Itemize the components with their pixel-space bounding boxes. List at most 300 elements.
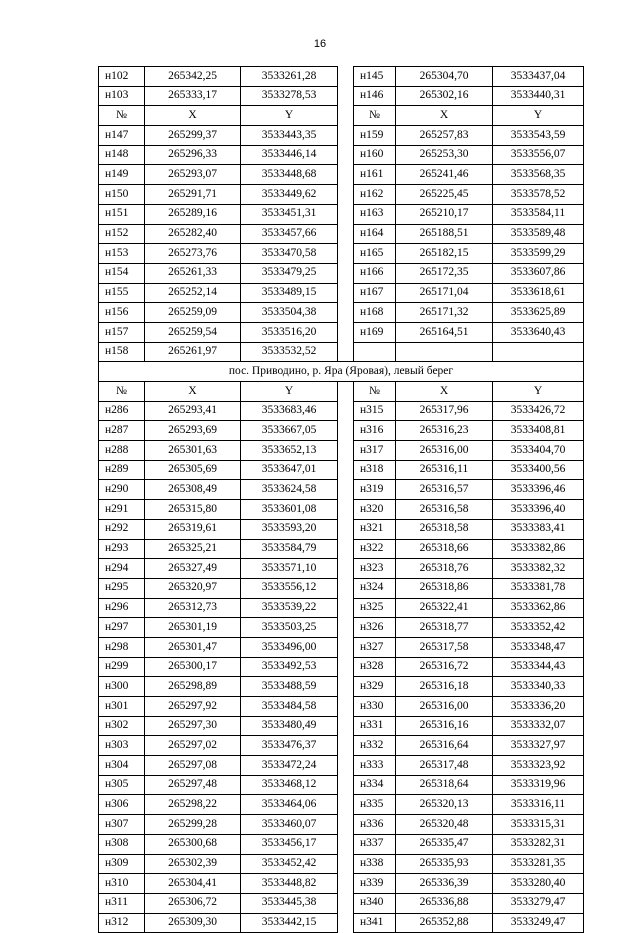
y-coordinate-cell: 3533348,47	[493, 637, 584, 657]
point-id-cell: н291	[99, 500, 145, 520]
y-coordinate-cell: 3533667,05	[241, 421, 338, 441]
y-coordinate-cell: 3533492,53	[241, 657, 338, 677]
column-gap	[338, 441, 354, 461]
table-row	[99, 539, 584, 559]
x-coordinate-cell: 265257,83	[396, 126, 493, 146]
point-id-cell: н336	[354, 815, 396, 835]
point-id-cell: н328	[354, 657, 396, 677]
x-coordinate-cell: 265319,61	[145, 519, 241, 539]
point-id-cell: н307	[99, 815, 145, 835]
y-coordinate-cell: 3533460,07	[241, 815, 338, 835]
column-header-y: Y	[493, 106, 584, 126]
point-id-cell: н103	[99, 86, 145, 106]
column-header-x: X	[396, 106, 493, 126]
point-id-cell: н150	[99, 185, 145, 205]
column-header-y: Y	[241, 382, 338, 402]
y-coordinate-cell: 3533593,20	[241, 519, 338, 539]
column-gap	[338, 775, 354, 795]
x-coordinate-cell	[396, 342, 493, 362]
x-coordinate-cell: 265304,41	[145, 874, 241, 894]
point-id-cell: н168	[354, 303, 396, 323]
point-id-cell: н330	[354, 697, 396, 717]
x-coordinate-cell: 265188,51	[396, 224, 493, 244]
point-id-cell: н305	[99, 775, 145, 795]
y-coordinate-cell: 3533504,38	[241, 303, 338, 323]
y-coordinate-cell: 3533451,31	[241, 204, 338, 224]
column-gap	[338, 736, 354, 756]
point-id-cell: н308	[99, 834, 145, 854]
y-coordinate-cell: 3533568,35	[493, 165, 584, 185]
y-coordinate-cell: 3533279,47	[493, 893, 584, 913]
x-coordinate-cell: 265252,14	[145, 283, 241, 303]
table-row	[99, 303, 584, 323]
section-title: пос. Приводино, р. Яра (Яровая), левый берег	[99, 362, 584, 382]
point-id-cell	[354, 342, 396, 362]
point-id-cell: н324	[354, 578, 396, 598]
y-coordinate-cell: 3533503,25	[241, 618, 338, 638]
table-row	[99, 519, 584, 539]
y-coordinate-cell: 3533470,58	[241, 244, 338, 264]
y-coordinate-cell: 3533457,66	[241, 224, 338, 244]
y-coordinate-cell: 3533472,24	[241, 756, 338, 776]
x-coordinate-cell: 265300,17	[145, 657, 241, 677]
y-coordinate-cell: 3533496,00	[241, 637, 338, 657]
y-coordinate-cell: 3533261,28	[241, 67, 338, 87]
column-gap	[338, 539, 354, 559]
x-coordinate-cell: 265316,16	[396, 716, 493, 736]
column-gap	[338, 67, 354, 87]
x-coordinate-cell: 265336,88	[396, 893, 493, 913]
point-id-cell: н300	[99, 677, 145, 697]
table-row	[99, 86, 584, 106]
y-coordinate-cell: 3533396,46	[493, 480, 584, 500]
point-id-cell: н306	[99, 795, 145, 815]
y-coordinate-cell: 3533448,82	[241, 874, 338, 894]
x-coordinate-cell: 265293,41	[145, 401, 241, 421]
y-coordinate-cell: 3533618,61	[493, 283, 584, 303]
x-coordinate-cell: 265316,64	[396, 736, 493, 756]
point-id-cell: н147	[99, 126, 145, 146]
column-gap	[338, 519, 354, 539]
x-coordinate-cell: 265182,15	[396, 244, 493, 264]
y-coordinate-cell: 3533479,25	[241, 263, 338, 283]
table-row	[99, 224, 584, 244]
y-coordinate-cell: 3533332,07	[493, 716, 584, 736]
y-coordinate-cell: 3533625,89	[493, 303, 584, 323]
y-coordinate-cell: 3533464,06	[241, 795, 338, 815]
column-gap	[338, 145, 354, 165]
x-coordinate-cell: 265304,70	[396, 67, 493, 87]
x-coordinate-cell: 265297,92	[145, 697, 241, 717]
x-coordinate-cell: 265306,72	[145, 893, 241, 913]
x-coordinate-cell: 265325,21	[145, 539, 241, 559]
column-gap	[338, 244, 354, 264]
y-coordinate-cell: 3533601,08	[241, 500, 338, 520]
point-id-cell: н149	[99, 165, 145, 185]
y-coordinate-cell: 3533489,15	[241, 283, 338, 303]
point-id-cell: н296	[99, 598, 145, 618]
table-row	[99, 342, 584, 362]
table-row	[99, 421, 584, 441]
table-row	[99, 185, 584, 205]
point-id-cell: н146	[354, 86, 396, 106]
point-id-cell: н287	[99, 421, 145, 441]
y-coordinate-cell: 3533445,38	[241, 893, 338, 913]
point-id-cell: н337	[354, 834, 396, 854]
point-id-cell: н156	[99, 303, 145, 323]
table-row	[99, 480, 584, 500]
y-coordinate-cell: 3533281,35	[493, 854, 584, 874]
point-id-cell: н339	[354, 874, 396, 894]
column-gap	[338, 716, 354, 736]
column-header-x: X	[396, 382, 493, 402]
y-coordinate-cell: 3533323,92	[493, 756, 584, 776]
x-coordinate-cell: 265282,40	[145, 224, 241, 244]
point-id-cell: н334	[354, 775, 396, 795]
point-id-cell: н165	[354, 244, 396, 264]
table-row	[99, 795, 584, 815]
point-id-cell: н331	[354, 716, 396, 736]
table-row	[99, 500, 584, 520]
y-coordinate-cell: 3533543,59	[493, 126, 584, 146]
point-id-cell: н152	[99, 224, 145, 244]
y-coordinate-cell: 3533404,70	[493, 441, 584, 461]
column-gap	[338, 500, 354, 520]
y-coordinate-cell: 3533578,52	[493, 185, 584, 205]
y-coordinate-cell: 3533589,48	[493, 224, 584, 244]
table-row	[99, 637, 584, 657]
column-gap	[338, 697, 354, 717]
y-coordinate-cell: 3533382,86	[493, 539, 584, 559]
x-coordinate-cell: 265253,30	[396, 145, 493, 165]
y-coordinate-cell: 3533249,47	[493, 913, 584, 933]
column-gap	[338, 578, 354, 598]
point-id-cell: н317	[354, 441, 396, 461]
point-id-cell: н161	[354, 165, 396, 185]
column-gap	[338, 342, 354, 362]
x-coordinate-cell: 265335,93	[396, 854, 493, 874]
x-coordinate-cell: 265259,09	[145, 303, 241, 323]
point-id-cell: н332	[354, 736, 396, 756]
y-coordinate-cell: 3533278,53	[241, 86, 338, 106]
y-coordinate-cell: 3533340,33	[493, 677, 584, 697]
y-coordinate-cell: 3533352,42	[493, 618, 584, 638]
coordinates-table	[98, 66, 584, 933]
x-coordinate-cell: 265312,73	[145, 598, 241, 618]
column-header-number: №	[99, 106, 145, 126]
x-coordinate-cell: 265293,07	[145, 165, 241, 185]
x-coordinate-cell: 265293,69	[145, 421, 241, 441]
column-gap	[338, 677, 354, 697]
column-header-row	[99, 106, 584, 126]
x-coordinate-cell: 265318,58	[396, 519, 493, 539]
column-gap	[338, 204, 354, 224]
x-coordinate-cell: 265317,58	[396, 637, 493, 657]
x-coordinate-cell: 265316,57	[396, 480, 493, 500]
y-coordinate-cell: 3533476,37	[241, 736, 338, 756]
y-coordinate-cell: 3533488,59	[241, 677, 338, 697]
y-coordinate-cell: 3533556,12	[241, 578, 338, 598]
x-coordinate-cell: 265297,48	[145, 775, 241, 795]
point-id-cell: н321	[354, 519, 396, 539]
table-row	[99, 618, 584, 638]
point-id-cell: н293	[99, 539, 145, 559]
column-header-number: №	[354, 106, 396, 126]
column-gap	[338, 559, 354, 579]
point-id-cell: н157	[99, 322, 145, 342]
x-coordinate-cell: 265316,00	[396, 441, 493, 461]
point-id-cell: н286	[99, 401, 145, 421]
y-coordinate-cell: 3533571,10	[241, 559, 338, 579]
table-row	[99, 283, 584, 303]
column-gap	[338, 834, 354, 854]
y-coordinate-cell: 3533440,31	[493, 86, 584, 106]
x-coordinate-cell: 265316,23	[396, 421, 493, 441]
y-coordinate-cell: 3533584,79	[241, 539, 338, 559]
x-coordinate-cell: 265352,88	[396, 913, 493, 933]
table-row	[99, 263, 584, 283]
table-row	[99, 854, 584, 874]
y-coordinate-cell: 3533484,58	[241, 697, 338, 717]
table-row	[99, 578, 584, 598]
column-gap	[338, 106, 354, 126]
column-gap	[338, 224, 354, 244]
column-gap	[338, 913, 354, 933]
x-coordinate-cell: 265315,80	[145, 500, 241, 520]
x-coordinate-cell: 265297,30	[145, 716, 241, 736]
column-gap	[338, 382, 354, 402]
column-gap	[338, 126, 354, 146]
point-id-cell: н154	[99, 263, 145, 283]
table-row	[99, 204, 584, 224]
x-coordinate-cell: 265316,58	[396, 500, 493, 520]
point-id-cell: н169	[354, 322, 396, 342]
y-coordinate-cell: 3533539,22	[241, 598, 338, 618]
y-coordinate-cell: 3533426,72	[493, 401, 584, 421]
table-row	[99, 756, 584, 776]
y-coordinate-cell: 3533383,41	[493, 519, 584, 539]
column-gap	[338, 460, 354, 480]
point-id-cell: н167	[354, 283, 396, 303]
y-coordinate-cell: 3533468,12	[241, 775, 338, 795]
x-coordinate-cell: 265316,18	[396, 677, 493, 697]
x-coordinate-cell: 265261,33	[145, 263, 241, 283]
point-id-cell: н290	[99, 480, 145, 500]
y-coordinate-cell: 3533640,43	[493, 322, 584, 342]
point-id-cell: н148	[99, 145, 145, 165]
table-row	[99, 874, 584, 894]
table-row	[99, 244, 584, 264]
point-id-cell: н302	[99, 716, 145, 736]
column-header-y: Y	[493, 382, 584, 402]
y-coordinate-cell: 3533442,15	[241, 913, 338, 933]
point-id-cell: н312	[99, 913, 145, 933]
point-id-cell: н166	[354, 263, 396, 283]
x-coordinate-cell: 265299,28	[145, 815, 241, 835]
table-row	[99, 460, 584, 480]
x-coordinate-cell: 265298,22	[145, 795, 241, 815]
point-id-cell: н326	[354, 618, 396, 638]
point-id-cell: н315	[354, 401, 396, 421]
point-id-cell: н102	[99, 67, 145, 87]
x-coordinate-cell: 265300,68	[145, 834, 241, 854]
column-gap	[338, 86, 354, 106]
x-coordinate-cell: 265320,13	[396, 795, 493, 815]
x-coordinate-cell: 265297,08	[145, 756, 241, 776]
x-coordinate-cell: 265317,48	[396, 756, 493, 776]
column-gap	[338, 421, 354, 441]
x-coordinate-cell: 265318,77	[396, 618, 493, 638]
column-header-number: №	[354, 382, 396, 402]
x-coordinate-cell: 265301,63	[145, 441, 241, 461]
x-coordinate-cell: 265320,97	[145, 578, 241, 598]
table-row	[99, 165, 584, 185]
y-coordinate-cell: 3533400,56	[493, 460, 584, 480]
y-coordinate-cell: 3533456,17	[241, 834, 338, 854]
y-coordinate-cell: 3533315,31	[493, 815, 584, 835]
x-coordinate-cell: 265305,69	[145, 460, 241, 480]
table-row	[99, 126, 584, 146]
point-id-cell: н158	[99, 342, 145, 362]
column-gap	[338, 322, 354, 342]
x-coordinate-cell: 265164,51	[396, 322, 493, 342]
y-coordinate-cell: 3533319,96	[493, 775, 584, 795]
y-coordinate-cell: 3533396,40	[493, 500, 584, 520]
x-coordinate-cell: 265322,41	[396, 598, 493, 618]
column-gap	[338, 815, 354, 835]
point-id-cell: н323	[354, 559, 396, 579]
point-id-cell: н327	[354, 637, 396, 657]
column-gap	[338, 893, 354, 913]
table-row	[99, 913, 584, 933]
y-coordinate-cell: 3533443,35	[241, 126, 338, 146]
y-coordinate-cell: 3533607,86	[493, 263, 584, 283]
point-id-cell: н153	[99, 244, 145, 264]
table-row	[99, 893, 584, 913]
column-gap	[338, 618, 354, 638]
x-coordinate-cell: 265296,33	[145, 145, 241, 165]
point-id-cell: н164	[354, 224, 396, 244]
point-id-cell: н159	[354, 126, 396, 146]
column-gap	[338, 165, 354, 185]
y-coordinate-cell: 3533556,07	[493, 145, 584, 165]
point-id-cell: н325	[354, 598, 396, 618]
column-header-x: X	[145, 382, 241, 402]
point-id-cell: н322	[354, 539, 396, 559]
x-coordinate-cell: 265316,00	[396, 697, 493, 717]
column-gap	[338, 637, 354, 657]
table-row	[99, 736, 584, 756]
x-coordinate-cell: 265302,16	[396, 86, 493, 106]
x-coordinate-cell: 265273,76	[145, 244, 241, 264]
y-coordinate-cell	[493, 342, 584, 362]
table-row	[99, 834, 584, 854]
y-coordinate-cell: 3533381,78	[493, 578, 584, 598]
column-header-x: X	[145, 106, 241, 126]
table-row	[99, 716, 584, 736]
x-coordinate-cell: 265225,45	[396, 185, 493, 205]
column-header-row	[99, 382, 584, 402]
x-coordinate-cell: 265261,97	[145, 342, 241, 362]
point-id-cell: н163	[354, 204, 396, 224]
table-row	[99, 322, 584, 342]
x-coordinate-cell: 265316,72	[396, 657, 493, 677]
point-id-cell: н311	[99, 893, 145, 913]
y-coordinate-cell: 3533327,97	[493, 736, 584, 756]
point-id-cell: н340	[354, 893, 396, 913]
table-row	[99, 559, 584, 579]
y-coordinate-cell: 3533446,14	[241, 145, 338, 165]
point-id-cell: н304	[99, 756, 145, 776]
point-id-cell: н303	[99, 736, 145, 756]
point-id-cell: н335	[354, 795, 396, 815]
y-coordinate-cell: 3533336,20	[493, 697, 584, 717]
point-id-cell: н297	[99, 618, 145, 638]
column-gap	[338, 874, 354, 894]
column-gap	[338, 263, 354, 283]
x-coordinate-cell: 265171,32	[396, 303, 493, 323]
x-coordinate-cell: 265316,11	[396, 460, 493, 480]
point-id-cell: н318	[354, 460, 396, 480]
x-coordinate-cell: 265259,54	[145, 322, 241, 342]
x-coordinate-cell: 265318,76	[396, 559, 493, 579]
y-coordinate-cell: 3533584,11	[493, 204, 584, 224]
table-row	[99, 67, 584, 87]
point-id-cell: н319	[354, 480, 396, 500]
x-coordinate-cell: 265302,39	[145, 854, 241, 874]
point-id-cell: н295	[99, 578, 145, 598]
point-id-cell: н309	[99, 854, 145, 874]
x-coordinate-cell: 265309,30	[145, 913, 241, 933]
point-id-cell: н301	[99, 697, 145, 717]
point-id-cell: н333	[354, 756, 396, 776]
y-coordinate-cell: 3533449,62	[241, 185, 338, 205]
point-id-cell: н341	[354, 913, 396, 933]
x-coordinate-cell: 265301,19	[145, 618, 241, 638]
y-coordinate-cell: 3533316,11	[493, 795, 584, 815]
y-coordinate-cell: 3533437,04	[493, 67, 584, 87]
y-coordinate-cell: 3533452,42	[241, 854, 338, 874]
x-coordinate-cell: 265172,35	[396, 263, 493, 283]
y-coordinate-cell: 3533683,46	[241, 401, 338, 421]
y-coordinate-cell: 3533282,31	[493, 834, 584, 854]
column-header-y: Y	[241, 106, 338, 126]
page-number: 16	[313, 38, 327, 50]
point-id-cell: н289	[99, 460, 145, 480]
point-id-cell: н320	[354, 500, 396, 520]
x-coordinate-cell: 265171,04	[396, 283, 493, 303]
column-gap	[338, 185, 354, 205]
point-id-cell: н329	[354, 677, 396, 697]
section-title-row	[99, 362, 584, 382]
point-id-cell: н151	[99, 204, 145, 224]
x-coordinate-cell: 265318,66	[396, 539, 493, 559]
point-id-cell: н162	[354, 185, 396, 205]
y-coordinate-cell: 3533382,32	[493, 559, 584, 579]
column-gap	[338, 854, 354, 874]
table-row	[99, 441, 584, 461]
point-id-cell: н316	[354, 421, 396, 441]
y-coordinate-cell: 3533408,81	[493, 421, 584, 441]
x-coordinate-cell: 265289,16	[145, 204, 241, 224]
y-coordinate-cell: 3533624,58	[241, 480, 338, 500]
x-coordinate-cell: 265298,89	[145, 677, 241, 697]
column-header-number: №	[99, 382, 145, 402]
y-coordinate-cell: 3533344,43	[493, 657, 584, 677]
x-coordinate-cell: 265317,96	[396, 401, 493, 421]
point-id-cell: н338	[354, 854, 396, 874]
x-coordinate-cell: 265318,86	[396, 578, 493, 598]
